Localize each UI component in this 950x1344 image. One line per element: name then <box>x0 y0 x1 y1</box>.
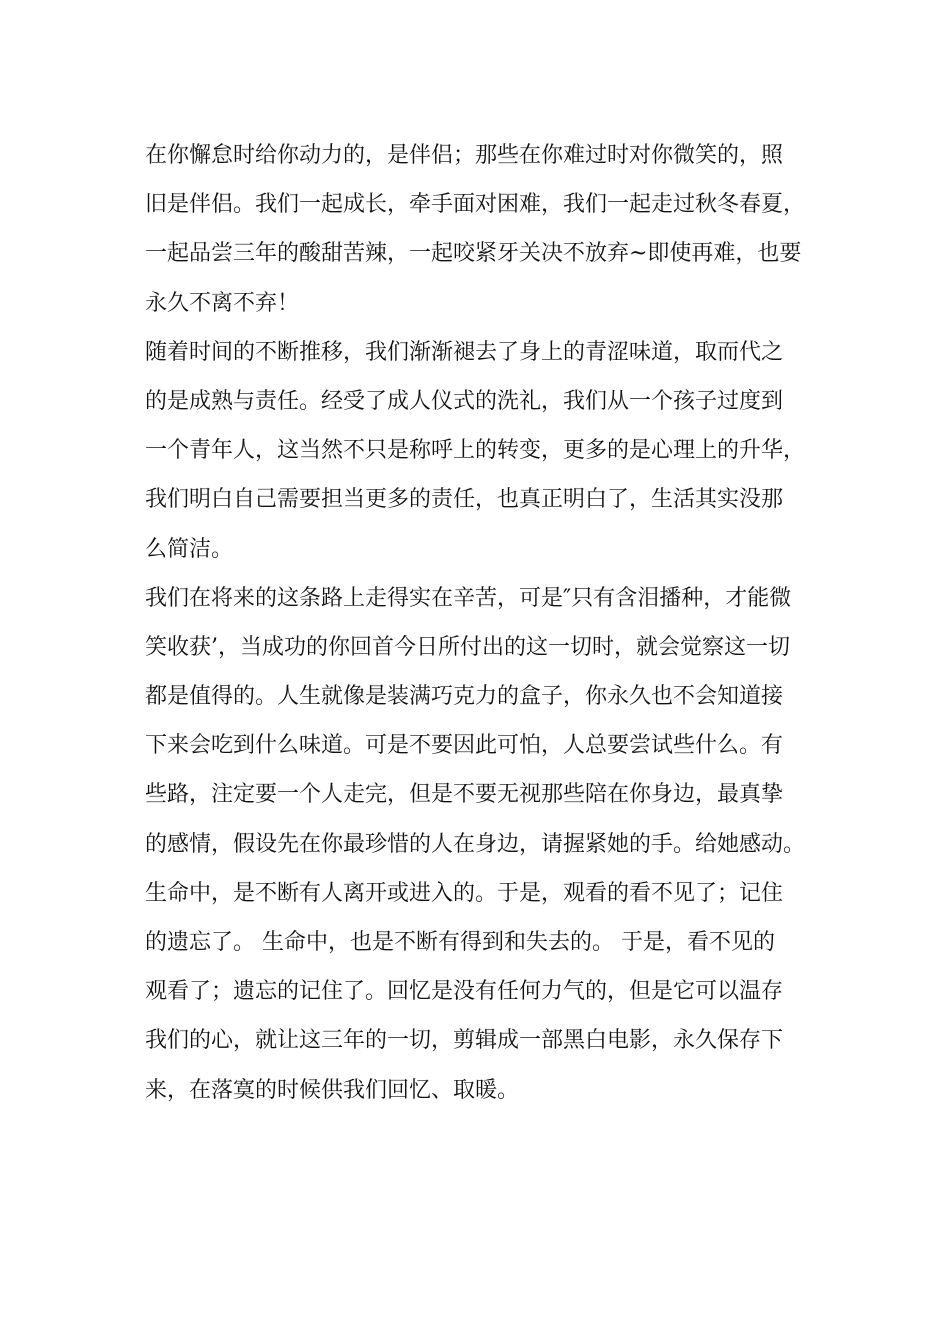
text-line: 都是值得的。人生就像是装满巧克力的盒子，你永久也不会知道接 <box>145 684 784 710</box>
text-line: 在你懈怠时给你动力的，是伴侣；那些在你难过时对你微笑的，照 <box>145 143 784 168</box>
text-line: 永久不离不弃！ <box>145 290 300 316</box>
text-line: 生命中，是不断有人离开或进入的。于是，观看的看不见了；记住 <box>145 880 784 906</box>
text-line: 我们在将来的这条路上走得实在辛苦，可是″只有含泪播种，才能微 <box>145 585 792 611</box>
text-line: 下来会吃到什么味道。可是不要因此可怕，人总要尝试些什么。有 <box>145 733 784 759</box>
text-line: 观看了；遗忘的记住了。回忆是没有任何力气的，但是它可以温存 <box>145 979 784 1005</box>
text-line: 笑收获’，当成功的你回首今日所付出的这一切时，就会觉察这一切 <box>145 634 790 660</box>
text-line: 么简洁。 <box>145 536 234 562</box>
text-line: 旧是伴侣。我们一起成长，牵手面对困难，我们一起走过秋冬春夏， <box>145 192 806 218</box>
text-line: 的感情，假设先在你最珍惜的人在身边，请握紧她的手。给她感动。 <box>145 831 806 857</box>
text-line: 一起品尝三年的酸甜苦辣，一起咬紧牙关决不放弃~即使再难，也要 <box>145 241 802 267</box>
text-line: 我们的心，就让这三年的一切，剪辑成一部黑白电影，永久保存下 <box>145 1028 784 1054</box>
text-line: 的遗忘了。 生命中，也是不断有得到和失去的。 于是，看不见的 <box>145 930 775 955</box>
text-line: 一个青年人，这当然不只是称呼上的转变，更多的是心理上的升华， <box>145 438 806 464</box>
text-line: 随着时间的不断推移，我们渐渐褪去了身上的青涩味道，取而代之 <box>145 339 784 365</box>
text-line: 些路，注定要一个人走完，但是不要无视那些陪在你身边，最真挚 <box>145 782 784 808</box>
text-line: 来，在落寞的时候供我们回忆、取暖。 <box>145 1077 520 1103</box>
text-line: 的是成熟与责任。经受了成人仪式的洗礼，我们从一个孩子过度到 <box>145 388 784 414</box>
text-line: 我们明白自己需要担当更多的责任，也真正明白了，生活其实没那 <box>145 487 784 513</box>
body-text <box>145 131 835 1115</box>
